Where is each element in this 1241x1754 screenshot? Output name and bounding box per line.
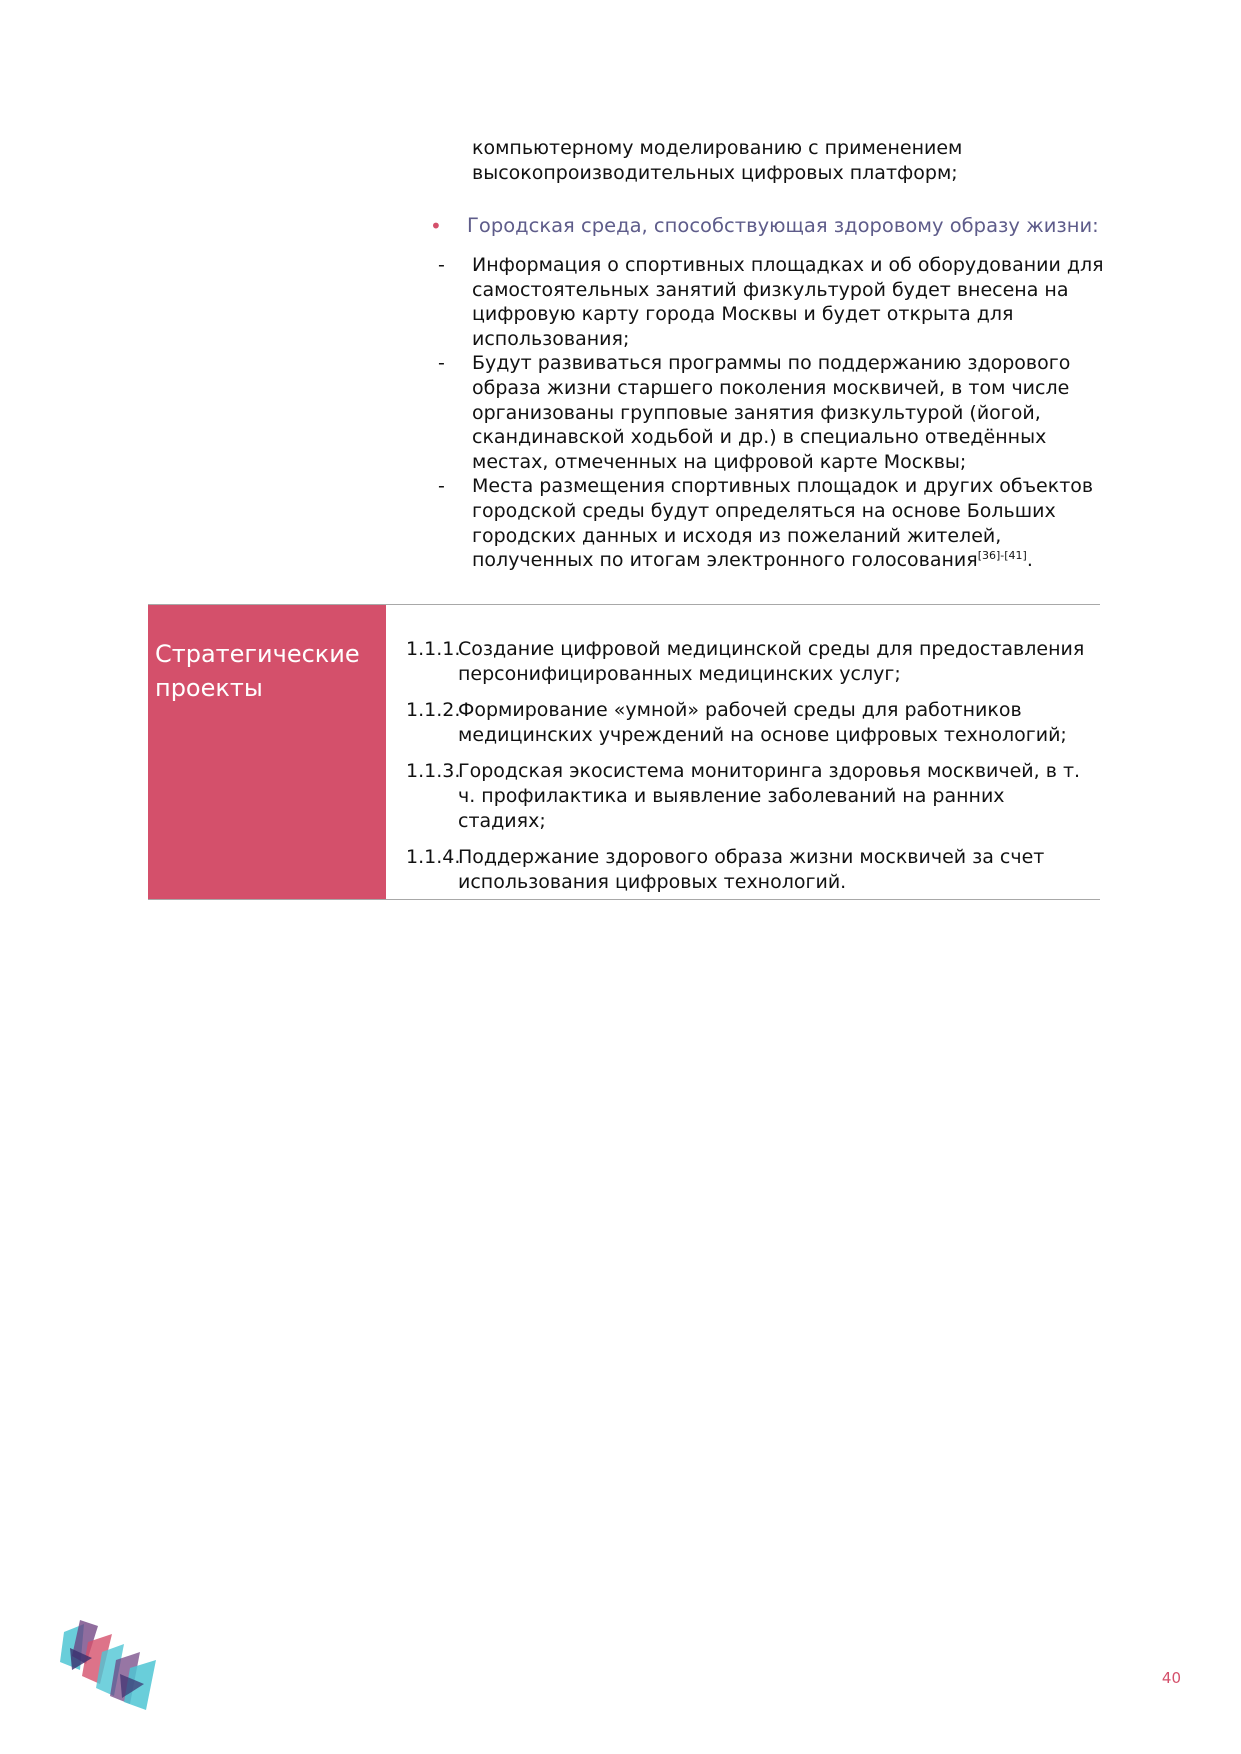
list-item-text: Будут развиваться программы по поддержанию здорового образа жизни старшего поколения москвичей, в том числе организованы групповые занятия физкультурой (йогой, скандинавской ходьбой и др.) в специально отведённых местах, отмеченных на цифровой карте Москвы;: [472, 352, 1071, 473]
project-text: Формирование «умной» рабочей среды для работников медицинских учреждений на основе цифровых технологий;: [458, 699, 1067, 746]
citation-reference[interactable]: [36]-[41]: [977, 549, 1027, 563]
logo-icon: [58, 1618, 160, 1710]
continuation-line-1: компьютерному моделированию с применением: [472, 137, 963, 159]
table-label-cell: [148, 605, 386, 899]
list-item: [430, 351, 1110, 474]
projects-list: [406, 637, 1096, 906]
project-item: [406, 637, 1096, 687]
list-item-text: Информация о спортивных площадках и об оборудовании для самостоятельных занятий физкультурой будет внесена на цифровую карту города Москвы и будет открыта для использования;: [472, 254, 1104, 350]
project-number: 1.1.2.: [406, 699, 461, 721]
dash-marker: -: [438, 254, 445, 276]
table-label: Стратегические проекты: [155, 640, 360, 702]
list-item-tail: .: [1026, 549, 1033, 572]
project-text: Создание цифровой медицинской среды для предоставления персонифицированных медицинских услуг;: [458, 638, 1085, 685]
list-item: [430, 253, 1110, 351]
project-number: 1.1.3.: [406, 760, 461, 782]
bullet-dot-icon: •: [430, 214, 442, 238]
project-text: Поддержание здорового образа жизни москвичей за счет использования цифровых технологий.: [458, 846, 1045, 893]
strategic-projects-table: [148, 604, 1100, 900]
continuation-line-2: высокопроизводительных цифровых платформ;: [472, 162, 958, 184]
project-item: [406, 698, 1096, 748]
dash-marker: -: [438, 475, 445, 498]
dash-marker: -: [438, 352, 445, 375]
page-number: 40: [1161, 1669, 1181, 1687]
project-item: [406, 845, 1096, 895]
list-item: [430, 474, 1110, 572]
project-number: 1.1.4.: [406, 846, 461, 868]
section-dash-list: [430, 253, 1110, 573]
section-heading-text: Городская среда, способствующая здоровому образу жизни:: [467, 214, 1099, 237]
continuation-text: [472, 136, 1092, 186]
list-item-text: Места размещения спортивных площадок и других объектов городской среды будут определяться на основе Больших городских данных и исходя из пожеланий жителей, полученных по итогам электронного голосования: [472, 475, 1094, 572]
project-item: [406, 759, 1096, 834]
project-number: 1.1.1.: [406, 638, 461, 660]
project-text: Городская экосистема мониторинга здоровья москвичей, в т. ч. профилактика и выявление заболеваний на ранних стадиях;: [458, 760, 1081, 832]
